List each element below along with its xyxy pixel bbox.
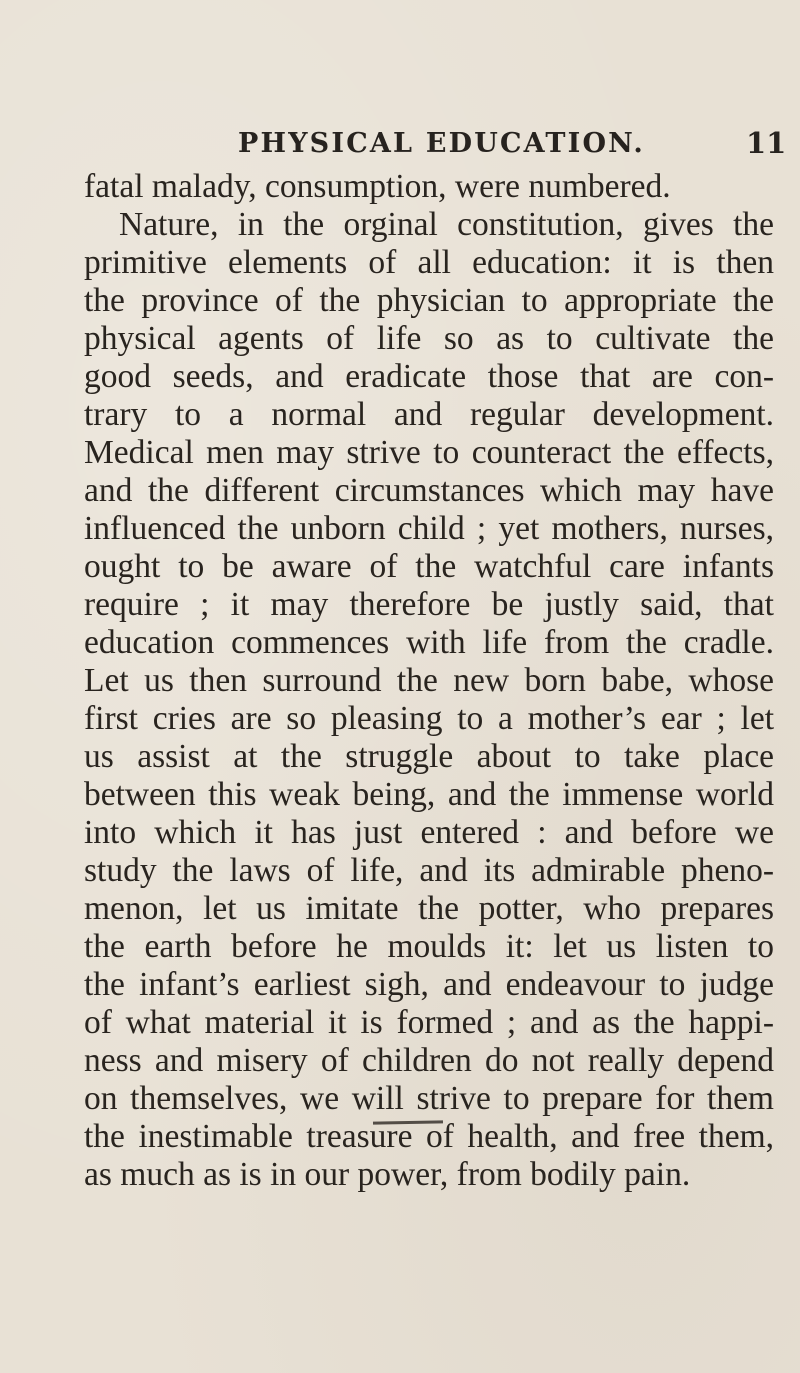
text-line: ought to be aware of the watchful care infants [84,548,774,585]
text-line: fatal malady, consumption, were numbered. [84,168,671,205]
text-line: Let us then surround the new born babe, whose [84,662,774,699]
text-line: between this weak being, and the immense world [84,776,774,813]
text-line: the infant’s earliest sigh, and endeavour to judge [84,966,774,1003]
text-line: and the different circumstances which may have [84,472,774,509]
page-number: 11 [746,126,787,160]
text-line: first cries are so pleasing to a mother’s ear ; let [84,700,774,737]
text-line: as much as is in our power, from bodily pain. [84,1156,691,1193]
text-line: of what material it is formed ; and as the happi- [84,1004,774,1041]
text-line: education commences with life from the cradle. [84,624,774,661]
text-line: require ; it may therefore be justly said, that [84,586,774,623]
running-title: PHYSICAL EDUCATION. [238,128,645,159]
text-line: ness and misery of children do not really depend [84,1042,774,1079]
text-line: the earth before he moulds it: let us listen to [84,928,774,965]
text-line: on themselves, we will strive to prepare for them [84,1080,774,1117]
text-line: Medical men may strive to counteract the effects, [84,434,774,471]
text-line: Nature, in the orginal constitution, gives the [119,206,774,243]
text-line: the province of the physician to appropriate the [84,282,774,319]
text-line: the inestimable treasure of health, and free them, [84,1118,774,1155]
body-text [84,168,774,1194]
running-head [0,128,800,168]
text-line: good seeds, and eradicate those that are con- [84,358,774,395]
text-line: physical agents of life so as to cultivate the [84,320,774,357]
text-line: us assist at the struggle about to take place [84,738,774,775]
text-line: menon, let us imitate the potter, who prepares [84,890,774,927]
text-line: into which it has just entered : and before we [84,814,774,851]
text-line: influenced the unborn child ; yet mothers, nurses, [84,510,774,547]
text-line: primitive elements of all education: it is then [84,244,774,281]
text-line: study the laws of life, and its admirable pheno- [84,852,774,889]
text-line: trary to a normal and regular development. [84,396,774,433]
